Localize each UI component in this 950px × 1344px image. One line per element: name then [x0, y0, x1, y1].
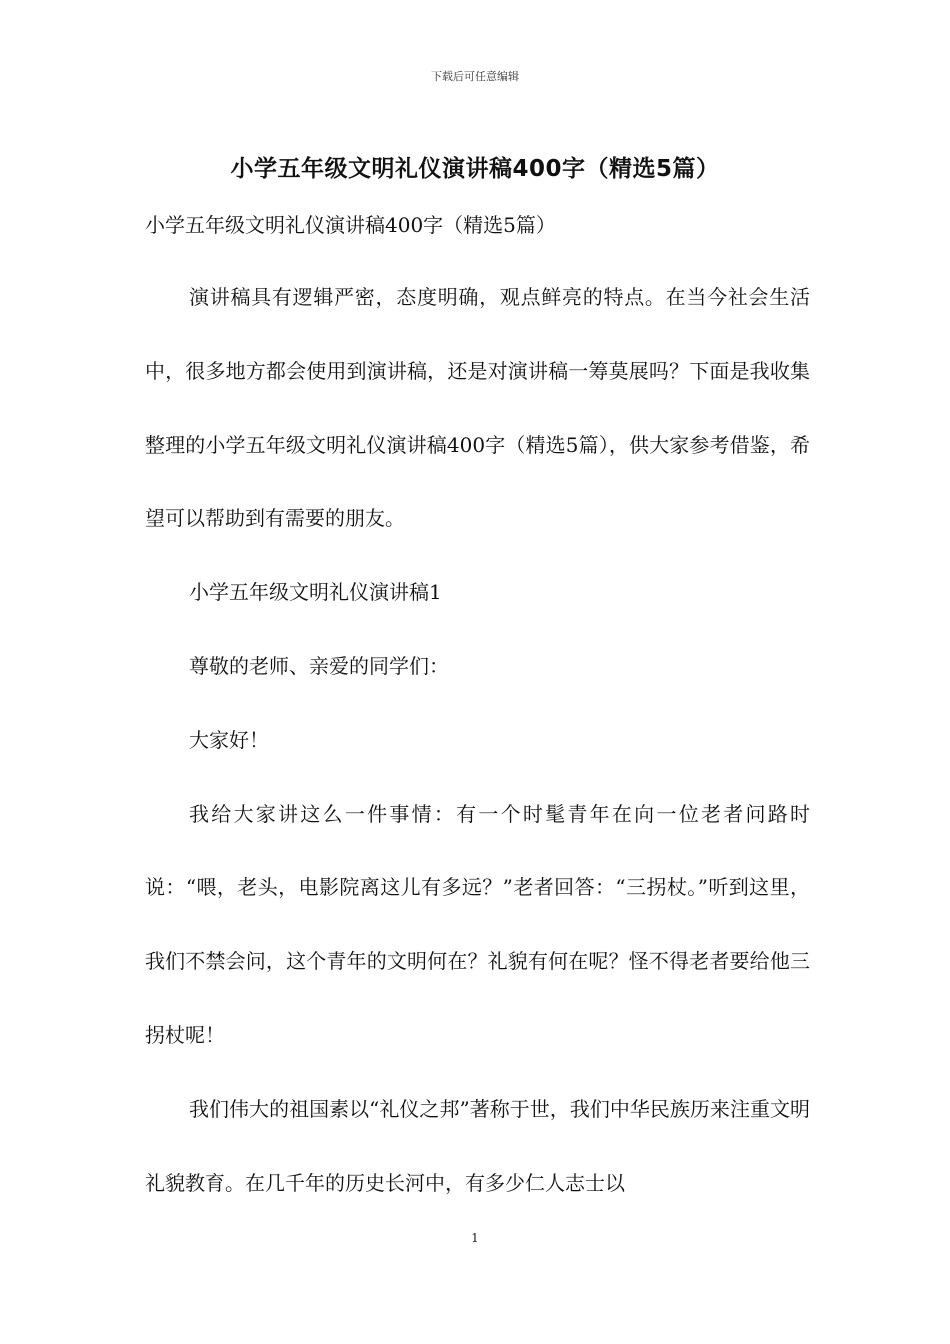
paragraph-greeting: 大家好！ [189, 727, 269, 752]
header-note: 下载后可任意编辑 [431, 70, 519, 83]
paragraph-salutation: 尊敬的老师、亲爱的同学们： [189, 653, 449, 678]
page-number: 1 [471, 1231, 479, 1245]
document-body [145, 208, 810, 1220]
paragraph-etiquette: 我们伟大的祖国素以“礼仪之邦”著称于世，我们中华民族历来注重文明礼貌教育。在几千年的历史长河中，有多少仁人志士以 [145, 1096, 810, 1195]
paragraph-speech-heading: 小学五年级文明礼仪演讲稿1 [189, 580, 442, 605]
document-title: 小学五年级文明礼仪演讲稿400字（精选5篇） [230, 156, 720, 182]
paragraph-intro: 演讲稿具有逻辑严密，态度明确，观点鲜亮的特点。在当今社会生活中，很多地方都会使用到演讲稿，还是对演讲稿一筹莫展吗？下面是我收集整理的小学五年级文明礼仪演讲稿400字（精选5篇），供大家参考借鉴，希望可以帮助到有需要的朋友。 [145, 285, 810, 531]
paragraph-story: 我给大家讲这么一件事情：有一个时髦青年在向一位老者问路时说：“喂，老头，电影院离这儿有多远？”老者回答：“三拐杖。”听到这里，我们不禁会问，这个青年的文明何在？礼貌有何在呢？怪不得老者要给他三拐杖呢！ [145, 801, 810, 1047]
document-subtitle: 小学五年级文明礼仪演讲稿400字（精选5篇） [145, 213, 556, 237]
